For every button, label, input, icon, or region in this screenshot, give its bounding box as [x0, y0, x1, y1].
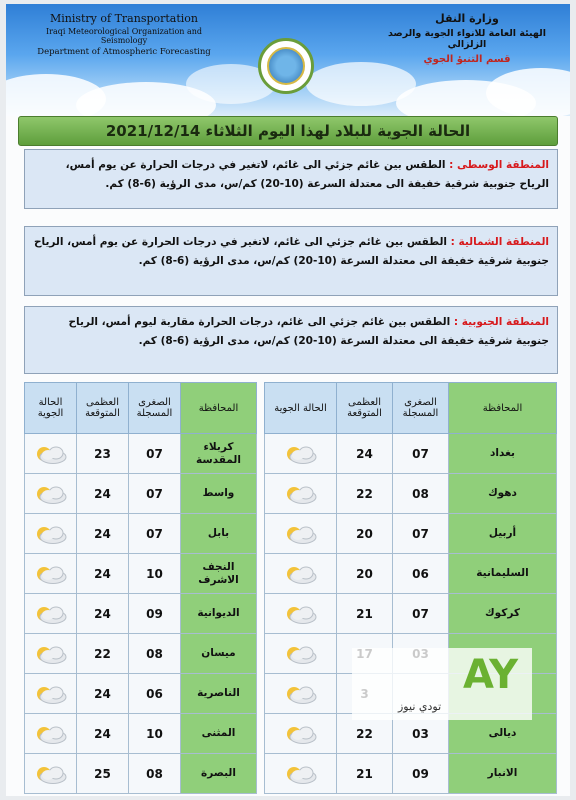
partly-cloudy-icon — [281, 443, 321, 465]
max-temp-cell: 23 — [77, 434, 129, 474]
header-condition: الحالة الجوية — [25, 383, 77, 434]
banner-cloud — [486, 68, 570, 116]
condition-cell — [25, 594, 77, 634]
logo-globe-icon — [267, 47, 305, 85]
condition-cell — [25, 434, 77, 474]
condition-cell — [25, 634, 77, 674]
header-min: الصغرى المسجلة — [393, 383, 449, 434]
header-max: العظمى المتوقعة — [77, 383, 129, 434]
min-temp-cell: 10 — [129, 554, 181, 594]
max-temp-cell: 20 — [337, 514, 393, 554]
column-gap — [257, 474, 265, 514]
condition-cell — [25, 514, 77, 554]
province-cell: الناصرية — [181, 674, 257, 714]
header-english — [24, 12, 224, 57]
condition-cell — [25, 674, 77, 714]
province-cell: الانبار — [449, 754, 557, 794]
region-text: الطقس بين غائم جزئي الى غائم، لاتغير في درجات الحرارة عن يوم أمس، الرياح جنوبية شرقية خفيفة الى معتدلة السرعة (10-20) كم/س، مدى الرؤية (6-8) كم. — [33, 236, 549, 267]
province-cell: السليمانية — [449, 554, 557, 594]
partly-cloudy-icon — [281, 603, 321, 625]
partly-cloudy-icon — [31, 643, 71, 665]
min-temp-cell: 09 — [129, 594, 181, 634]
min-temp-cell: 07 — [393, 594, 449, 634]
column-gap — [257, 594, 265, 634]
region-north — [24, 226, 558, 296]
region-name: المنطقة الوسطى : — [449, 159, 549, 171]
table-row — [25, 434, 557, 474]
header-max: العظمى المتوقعة — [337, 383, 393, 434]
region-name: المنطقة الجنوبية : — [453, 316, 549, 328]
header-arabic — [382, 12, 552, 65]
column-gap — [257, 674, 265, 714]
partly-cloudy-icon — [31, 563, 71, 585]
max-temp-cell: 21 — [337, 754, 393, 794]
condition-cell — [265, 514, 337, 554]
org-ar: الهيئة العامة للانواء الجوية والرصد الزلزالي — [388, 28, 546, 50]
condition-cell — [25, 554, 77, 594]
condition-cell — [25, 754, 77, 794]
condition-cell — [25, 474, 77, 514]
region-name: المنطقة الشمالية : — [450, 236, 549, 248]
column-gap — [257, 554, 265, 594]
organization-logo — [258, 38, 314, 94]
min-temp-cell: 08 — [129, 754, 181, 794]
min-temp-cell: 07 — [129, 434, 181, 474]
partly-cloudy-icon — [281, 643, 321, 665]
max-temp-cell: 24 — [77, 594, 129, 634]
min-temp-cell: 07 — [129, 514, 181, 554]
page-title: الحالة الجوية للبلاد لهذا اليوم الثلاثاء 2021/12/14 — [18, 116, 558, 146]
header-province: المحافظة — [449, 383, 557, 434]
max-temp-cell: 24 — [77, 514, 129, 554]
partly-cloudy-icon — [281, 723, 321, 745]
max-temp-cell: 20 — [337, 554, 393, 594]
partly-cloudy-icon — [281, 683, 321, 705]
region-south — [24, 306, 558, 374]
table-row — [25, 754, 557, 794]
header-province: المحافظة — [181, 383, 257, 434]
max-temp-cell: 22 — [77, 634, 129, 674]
min-temp-cell: 08 — [393, 474, 449, 514]
condition-cell — [265, 554, 337, 594]
region-central — [24, 149, 558, 209]
partly-cloudy-icon — [281, 483, 321, 505]
column-gap — [257, 514, 265, 554]
org-en: Iraqi Meteorological Organization and Seismology — [45, 27, 202, 45]
min-temp-cell: 06 — [393, 554, 449, 594]
condition-cell — [25, 714, 77, 754]
watermark-caption: تودي نيوز — [398, 700, 442, 713]
condition-cell — [265, 754, 337, 794]
min-temp-cell: 07 — [393, 434, 449, 474]
max-temp-cell: 24 — [77, 674, 129, 714]
min-temp-cell: 06 — [129, 674, 181, 714]
table-row — [25, 594, 557, 634]
min-temp-cell: 07 — [129, 474, 181, 514]
max-temp-cell: 22 — [337, 714, 393, 754]
province-cell: دهوك — [449, 474, 557, 514]
dept-en: Department of Atmospheric Forecasting — [37, 47, 211, 57]
province-cell: المثنى — [181, 714, 257, 754]
partly-cloudy-icon — [31, 523, 71, 545]
max-temp-cell: 24 — [77, 474, 129, 514]
province-cell: واسط — [181, 474, 257, 514]
partly-cloudy-icon — [281, 523, 321, 545]
table-row — [25, 474, 557, 514]
max-temp-cell: 24 — [77, 714, 129, 754]
min-temp-cell: 09 — [393, 754, 449, 794]
header-banner — [6, 4, 570, 116]
condition-cell — [265, 634, 337, 674]
ministry-ar: وزارة النقل — [435, 12, 499, 25]
min-temp-cell: 10 — [129, 714, 181, 754]
condition-cell — [265, 714, 337, 754]
watermark-logo: AY — [463, 652, 518, 698]
province-cell: ديالى — [449, 714, 557, 754]
column-gap — [257, 383, 265, 434]
province-cell: الديوانية — [181, 594, 257, 634]
column-gap — [257, 754, 265, 794]
partly-cloudy-icon — [31, 603, 71, 625]
column-gap — [257, 714, 265, 754]
header-min: الصغرى المسجلة — [129, 383, 181, 434]
partly-cloudy-icon — [31, 443, 71, 465]
province-cell: ميسان — [181, 634, 257, 674]
partly-cloudy-icon — [31, 683, 71, 705]
region-text: الطقس بين غائم جزئي الى غائم، لاتغير في درجات الحرارة عن يوم أمس، الرياح جنوبية شرقية خفيفة الى معتدلة السرعة (10-20) كم/س، مدى الرؤية (6-8) كم. — [65, 159, 549, 190]
max-temp-cell: 24 — [77, 554, 129, 594]
partly-cloudy-icon — [281, 563, 321, 585]
province-cell: البصرة — [181, 754, 257, 794]
partly-cloudy-icon — [31, 763, 71, 785]
header-condition: الحالة الجوية — [265, 383, 337, 434]
province-cell: أربيل — [449, 514, 557, 554]
province-cell: بابل — [181, 514, 257, 554]
partly-cloudy-icon — [281, 763, 321, 785]
min-temp-cell: 08 — [129, 634, 181, 674]
max-temp-cell: 24 — [337, 434, 393, 474]
column-gap — [257, 634, 265, 674]
province-cell: بغداد — [449, 434, 557, 474]
province-cell: كربلاء المقدسة — [181, 434, 257, 474]
table-row — [25, 554, 557, 594]
min-temp-cell: 03 — [393, 714, 449, 754]
province-cell: كركوك — [449, 594, 557, 634]
column-gap — [257, 434, 265, 474]
province-cell: النجف الاشرف — [181, 554, 257, 594]
table-row — [25, 514, 557, 554]
partly-cloudy-icon — [31, 483, 71, 505]
partly-cloudy-icon — [31, 723, 71, 745]
table-header-row — [25, 383, 557, 434]
condition-cell — [265, 474, 337, 514]
forecast-table — [24, 382, 557, 794]
dept-ar: قسم التنبؤ الجوي — [423, 54, 511, 65]
max-temp-cell: 25 — [77, 754, 129, 794]
condition-cell — [265, 594, 337, 634]
ministry-en: Ministry of Transportation — [49, 12, 199, 25]
max-temp-cell: 22 — [337, 474, 393, 514]
min-temp-cell: 07 — [393, 514, 449, 554]
region-text: الطقس بين غائم جزئي الى غائم، درجات الحرارة مقاربة ليوم أمس، الرياح جنوبية شرقية خفيفة الى معتدلة السرعة (10-20) كم/س، مدى الرؤية (6-8) كم. — [68, 316, 549, 347]
condition-cell — [265, 434, 337, 474]
max-temp-cell: 21 — [337, 594, 393, 634]
condition-cell — [265, 674, 337, 714]
